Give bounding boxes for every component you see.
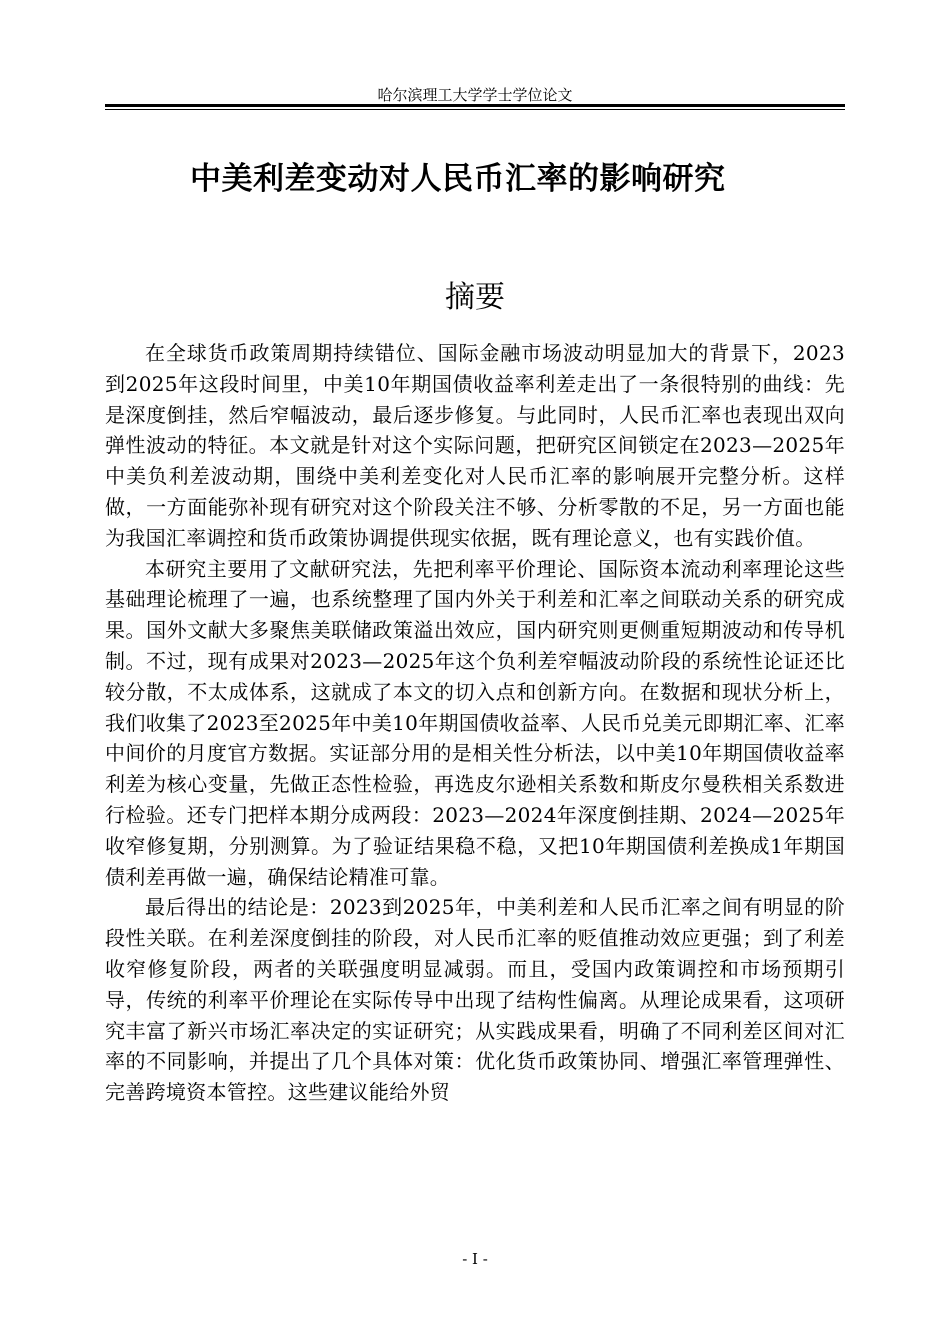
header-rule-thin — [105, 109, 845, 110]
abstract-paragraph-1: 在全球货币政策周期持续错位、国际金融市场波动明显加大的背景下，2023到2025年这段时间里，中美10年期国债收益率利差走出了一条很特别的曲线：先是深度倒挂，然后窄幅波动，最后逐步修复。与此同时，人民币汇率也表现出双向弹性波动的特征。本文就是针对这个实际问题，把研究区间锁定在2023—2025年中美负利差波动期，围绕中美利差变化对人民币汇率的影响展开完整分析。这样做，一方面能弥补现有研究对这个阶段关注不够、分析零散的不足，另一方面也能为我国汇率调控和货币政策协调提供现实依据，既有理论意义，也有实践价值。 — [105, 341, 845, 550]
header-rule-thick — [105, 104, 845, 107]
abstract-heading: 摘要 — [445, 280, 505, 315]
thesis-title: 中美利差变动对人民币汇率的影响研究 — [190, 161, 726, 197]
page-number: - I - — [462, 1250, 488, 1268]
abstract-body — [105, 338, 845, 1108]
abstract-paragraph-3: 最后得出的结论是：2023到2025年，中美利差和人民币汇率之间有明显的阶段性关联。在利差深度倒挂的阶段，对人民币汇率的贬值推动效应更强；到了利差收窄修复阶段，两者的关联强度明显减弱。而且，受国内政策调控和市场预期引导，传统的利率平价理论在实际传导中出现了结构性偏离。从理论成果看，这项研究丰富了新兴市场汇率决定的实证研究；从实践成果看，明确了不同利差区间对汇率的不同影响，并提出了几个具体对策：优化货币政策协同、增强汇率管理弹性、完善跨境资本管控。这些建议能给外贸 — [105, 895, 845, 1105]
abstract-paragraph-2: 本研究主要用了文献研究法，先把利率平价理论、国际资本流动利率理论这些基础理论梳理了一遍，也系统整理了国内外关于利差和汇率之间联动关系的研究成果。国外文献大多聚焦美联储政策溢出效应，国内研究则更侧重短期波动和传导机制。不过，现有成果对2023—2025年这个负利差窄幅波动阶段的系统性论证还比较分散，不太成体系，这就成了本文的切入点和创新方向。在数据和现状分析上，我们收集了2023至2025年中美10年期国债收益率、人民币兑美元即期汇率、汇率中间价的月度官方数据。实证部分用的是相关性分析法，以中美10年期国债收益率利差为核心变量，先做正态性检验，再选皮尔逊相关系数和斯皮尔曼秩相关系数进行检验。还专门把样本期分成两段：2023—2024年深度倒挂期、2024—2025年收窄修复期，分别测算。为了验证结果稳不稳，又把10年期国债利差换成1年期国债利差再做一遍，确保结论精准可靠。 — [105, 556, 845, 889]
running-header: 哈尔滨理工大学学士学位论文 — [377, 86, 573, 104]
